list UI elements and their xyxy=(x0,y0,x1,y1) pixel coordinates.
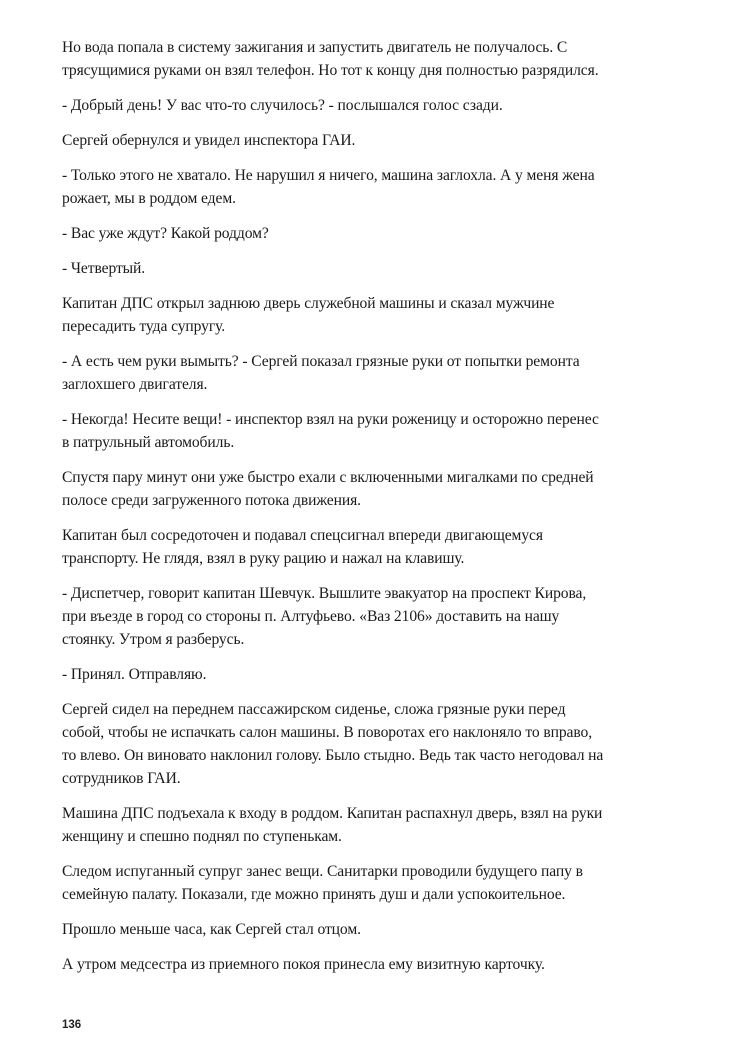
text-line: в патрульный автомобиль. xyxy=(62,434,235,451)
paragraph-9 xyxy=(62,408,690,454)
text-line: сотрудников ГАИ. xyxy=(62,770,181,787)
paragraph-4 xyxy=(62,164,690,210)
text-line: Спустя пару минут они уже быстро ехали с включенными мигалками по средней xyxy=(62,469,594,486)
text-line: собой, чтобы не испачкать салон машины. В поворотах его наклоняло то вправо, xyxy=(62,724,593,741)
text-line: то влево. Он виновато наклонил голову. Было стыдно. Ведь так часто негодовал на xyxy=(62,747,604,764)
paragraph-14 xyxy=(62,698,690,790)
text-line: Следом испуганный супруг занес вещи. Санитарки проводили будущего папу в xyxy=(62,863,583,880)
text-line: женщину и спешно поднял по ступенькам. xyxy=(62,828,342,845)
text-line: - Диспетчер, говорит капитан Шевчук. Вышлите эвакуатор на проспект Кирова, xyxy=(62,585,587,602)
text-line: семейную палату. Показали, где можно принять душ и дали успокоительное. xyxy=(62,886,566,903)
page-number: 136 xyxy=(62,1019,82,1031)
paragraph-17 xyxy=(62,918,690,941)
paragraph-7 xyxy=(62,292,690,338)
document-page xyxy=(62,36,690,988)
paragraph-11 xyxy=(62,524,690,570)
text-line: - Только этого не хватало. Не нарушил я ничего, машина заглохла. А у меня жена xyxy=(62,167,595,184)
text-line: - Принял. Отправляю. xyxy=(62,666,207,683)
paragraph-10 xyxy=(62,466,690,512)
paragraph-12 xyxy=(62,582,690,651)
paragraph-2 xyxy=(62,94,690,117)
text-line: стоянку. Утром я разберусь. xyxy=(62,631,245,648)
text-line: - Вас уже ждут? Какой роддом? xyxy=(62,225,269,242)
paragraph-1 xyxy=(62,36,690,82)
paragraph-15 xyxy=(62,802,690,848)
text-line: - А есть чем руки вымыть? - Сергей показал грязные руки от попытки ремонта xyxy=(62,353,580,370)
text-line: - Четвертый. xyxy=(62,260,146,277)
text-line: - Добрый день! У вас что-то случилось? - послышался голос сзади. xyxy=(62,97,503,114)
text-line: полосе среди загруженного потока движения. xyxy=(62,492,361,509)
text-line: трясущимися руками он взял телефон. Но тот к концу дня полностью разрядился. xyxy=(62,62,599,79)
text-line: - Некогда! Несите вещи! - инспектор взял на руки роженицу и осторожно перенес xyxy=(62,411,599,428)
text-line: Прошло меньше часа, как Сергей стал отцом. xyxy=(62,921,361,938)
paragraph-18 xyxy=(62,953,690,976)
paragraph-3 xyxy=(62,129,690,152)
text-line: Но вода попала в систему зажигания и запустить двигатель не получалось. С xyxy=(62,39,568,56)
text-line: при въезде в город со стороны п. Алтуфьево. «Ваз 2106» доставить на нашу xyxy=(62,608,560,625)
text-line: заглохшего двигателя. xyxy=(62,376,208,393)
text-line: А утром медсестра из приемного покоя принесла ему визитную карточку. xyxy=(62,956,545,973)
text-line: рожает, мы в роддом едем. xyxy=(62,190,236,207)
text-line: Машина ДПС подъехала к входу в роддом. Капитан распахнул дверь, взял на руки xyxy=(62,805,603,822)
text-line: Сергей сидел на переднем пассажирском сиденье, сложа грязные руки перед xyxy=(62,701,566,718)
text-line: Капитан ДПС открыл заднюю дверь служебной машины и сказал мужчине xyxy=(62,295,555,312)
paragraph-16 xyxy=(62,860,690,906)
paragraph-6 xyxy=(62,257,690,280)
text-line: транспорту. Не глядя, взял в руку рацию и нажал на клавишу. xyxy=(62,550,465,567)
text-line: пересадить туда супругу. xyxy=(62,318,226,335)
paragraph-8 xyxy=(62,350,690,396)
text-line: Капитан был сосредоточен и подавал спецсигнал впереди двигающемуся xyxy=(62,527,543,544)
paragraph-13 xyxy=(62,663,690,686)
paragraph-5 xyxy=(62,222,690,245)
text-line: Сергей обернулся и увидел инспектора ГАИ. xyxy=(62,132,356,149)
